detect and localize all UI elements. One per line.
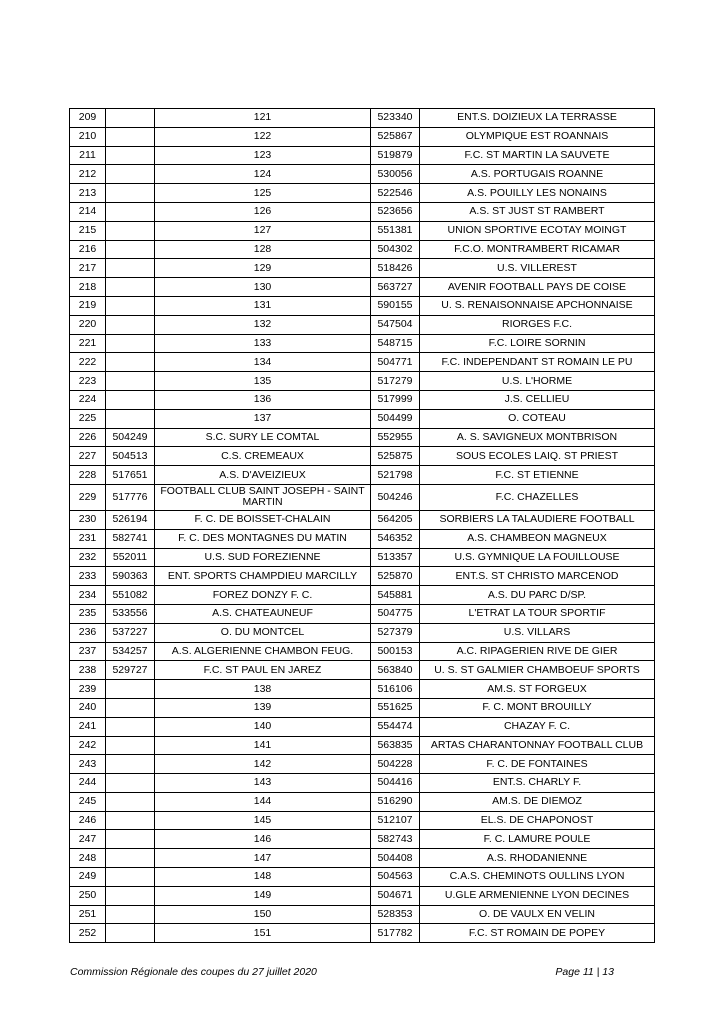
- away-club-cell: O. COTEAU: [420, 409, 655, 428]
- away-club-id-cell: 546352: [371, 529, 420, 548]
- match-number-cell: 243: [70, 755, 106, 774]
- table-row: [70, 905, 655, 924]
- home-club-cell: C.S. CREMEAUX: [155, 447, 371, 466]
- table-row: [70, 830, 655, 849]
- away-club-cell: ENT.S. CHARLY F.: [420, 774, 655, 793]
- home-club-id-cell: [106, 717, 155, 736]
- table-row: [70, 202, 655, 221]
- table-row: [70, 886, 655, 905]
- away-club-cell: ENT.S. ST CHRISTO MARCENOD: [420, 567, 655, 586]
- home-club-id-cell: 534257: [106, 642, 155, 661]
- away-club-id-cell: 516106: [371, 680, 420, 699]
- home-club-id-cell: [106, 334, 155, 353]
- match-number-cell: 248: [70, 849, 106, 868]
- home-club-id-cell: [106, 774, 155, 793]
- away-club-id-cell: 504499: [371, 409, 420, 428]
- match-number-cell: 211: [70, 146, 106, 165]
- away-club-id-cell: 582743: [371, 830, 420, 849]
- table-row: [70, 127, 655, 146]
- away-club-cell: A.C. RIPAGERIEN RIVE DE GIER: [420, 642, 655, 661]
- table-row: [70, 428, 655, 447]
- home-club-cell: 121: [155, 109, 371, 128]
- home-club-id-cell: [106, 409, 155, 428]
- home-club-cell: 126: [155, 202, 371, 221]
- away-club-id-cell: 518426: [371, 259, 420, 278]
- home-club-id-cell: [106, 127, 155, 146]
- away-club-id-cell: 517782: [371, 924, 420, 943]
- home-club-cell: 123: [155, 146, 371, 165]
- home-club-id-cell: [106, 792, 155, 811]
- home-club-cell: 151: [155, 924, 371, 943]
- match-number-cell: 221: [70, 334, 106, 353]
- away-club-cell: U.S. VILLARS: [420, 623, 655, 642]
- table-row: [70, 278, 655, 297]
- table-row: [70, 296, 655, 315]
- away-club-cell: RIORGES F.C.: [420, 315, 655, 334]
- match-number-cell: 252: [70, 924, 106, 943]
- away-club-id-cell: 525870: [371, 567, 420, 586]
- home-club-id-cell: 517776: [106, 484, 155, 510]
- home-club-cell: 124: [155, 165, 371, 184]
- away-club-cell: F.C. CHAZELLES: [420, 484, 655, 510]
- away-club-cell: OLYMPIQUE EST ROANNAIS: [420, 127, 655, 146]
- home-club-id-cell: 537227: [106, 623, 155, 642]
- home-club-cell: 138: [155, 680, 371, 699]
- home-club-id-cell: 552011: [106, 548, 155, 567]
- footer-page-number: Page 11 | 13: [555, 966, 614, 978]
- match-number-cell: 224: [70, 390, 106, 409]
- table-row: [70, 755, 655, 774]
- away-club-cell: CHAZAY F. C.: [420, 717, 655, 736]
- match-number-cell: 226: [70, 428, 106, 447]
- home-club-id-cell: [106, 353, 155, 372]
- table-row: [70, 736, 655, 755]
- away-club-cell: F.C. ST ROMAIN DE POPEY: [420, 924, 655, 943]
- away-club-cell: F.C.O. MONTRAMBERT RICAMAR: [420, 240, 655, 259]
- away-club-cell: F.C. ST MARTIN LA SAUVETE: [420, 146, 655, 165]
- match-number-cell: 249: [70, 868, 106, 887]
- away-club-id-cell: 504775: [371, 604, 420, 623]
- away-club-cell: AM.S. DE DIEMOZ: [420, 792, 655, 811]
- away-club-cell: F.C. INDEPENDANT ST ROMAIN LE PU: [420, 353, 655, 372]
- home-club-id-cell: [106, 390, 155, 409]
- match-number-cell: 212: [70, 165, 106, 184]
- table-row: [70, 165, 655, 184]
- home-club-cell: 150: [155, 905, 371, 924]
- home-club-id-cell: 582741: [106, 529, 155, 548]
- match-number-cell: 223: [70, 372, 106, 391]
- table-row: [70, 484, 655, 510]
- away-club-id-cell: 530056: [371, 165, 420, 184]
- away-club-cell: A. S. SAVIGNEUX MONTBRISON: [420, 428, 655, 447]
- away-club-id-cell: 523340: [371, 109, 420, 128]
- match-number-cell: 225: [70, 409, 106, 428]
- away-club-id-cell: 516290: [371, 792, 420, 811]
- table-row: [70, 792, 655, 811]
- home-club-cell: U.S. SUD FOREZIENNE: [155, 548, 371, 567]
- away-club-id-cell: 504771: [371, 353, 420, 372]
- table-row: [70, 868, 655, 887]
- away-club-id-cell: 552955: [371, 428, 420, 447]
- away-club-id-cell: 563835: [371, 736, 420, 755]
- away-club-id-cell: 525867: [371, 127, 420, 146]
- home-club-id-cell: [106, 811, 155, 830]
- table-row: [70, 510, 655, 529]
- away-club-id-cell: 519879: [371, 146, 420, 165]
- home-club-cell: 149: [155, 886, 371, 905]
- table-row: [70, 334, 655, 353]
- match-number-cell: 246: [70, 811, 106, 830]
- away-club-cell: F. C. MONT BROUILLY: [420, 698, 655, 717]
- match-number-cell: 244: [70, 774, 106, 793]
- away-club-cell: U.S. L'HORME: [420, 372, 655, 391]
- match-number-cell: 239: [70, 680, 106, 699]
- home-club-id-cell: [106, 315, 155, 334]
- away-club-id-cell: 551625: [371, 698, 420, 717]
- away-club-id-cell: 521798: [371, 466, 420, 485]
- away-club-cell: A.S. RHODANIENNE: [420, 849, 655, 868]
- away-club-cell: U. S. ST GALMIER CHAMBOEUF SPORTS: [420, 661, 655, 680]
- home-club-cell: A.S. CHATEAUNEUF: [155, 604, 371, 623]
- table-row: [70, 184, 655, 203]
- away-club-cell: A.S. PORTUGAIS ROANNE: [420, 165, 655, 184]
- home-club-cell: F. C. DES MONTAGNES DU MATIN: [155, 529, 371, 548]
- match-number-cell: 219: [70, 296, 106, 315]
- home-club-id-cell: [106, 905, 155, 924]
- match-number-cell: 238: [70, 661, 106, 680]
- table-row: [70, 409, 655, 428]
- away-club-id-cell: 517999: [371, 390, 420, 409]
- table-row: [70, 567, 655, 586]
- home-club-cell: 148: [155, 868, 371, 887]
- match-number-cell: 241: [70, 717, 106, 736]
- table-row: [70, 221, 655, 240]
- away-club-id-cell: 548715: [371, 334, 420, 353]
- home-club-id-cell: [106, 240, 155, 259]
- home-club-cell: 127: [155, 221, 371, 240]
- table-row: [70, 698, 655, 717]
- home-club-cell: 131: [155, 296, 371, 315]
- home-club-id-cell: [106, 109, 155, 128]
- table-row: [70, 586, 655, 605]
- table-row: [70, 774, 655, 793]
- home-club-id-cell: [106, 924, 155, 943]
- away-club-cell: ENT.S. DOIZIEUX LA TERRASSE: [420, 109, 655, 128]
- table-row: [70, 240, 655, 259]
- home-club-cell: FOREZ DONZY F. C.: [155, 586, 371, 605]
- home-club-cell: 140: [155, 717, 371, 736]
- home-club-cell: S.C. SURY LE COMTAL: [155, 428, 371, 447]
- home-club-id-cell: [106, 184, 155, 203]
- home-club-id-cell: [106, 259, 155, 278]
- away-club-cell: F. C. LAMURE POULE: [420, 830, 655, 849]
- away-club-id-cell: 554474: [371, 717, 420, 736]
- away-club-id-cell: 504408: [371, 849, 420, 868]
- match-number-cell: 236: [70, 623, 106, 642]
- away-club-id-cell: 525875: [371, 447, 420, 466]
- home-club-id-cell: [106, 868, 155, 887]
- home-club-id-cell: [106, 372, 155, 391]
- away-club-id-cell: 504671: [371, 886, 420, 905]
- away-club-cell: A.S. POUILLY LES NONAINS: [420, 184, 655, 203]
- away-club-id-cell: 547504: [371, 315, 420, 334]
- away-club-id-cell: 504416: [371, 774, 420, 793]
- home-club-id-cell: 551082: [106, 586, 155, 605]
- match-number-cell: 228: [70, 466, 106, 485]
- home-club-cell: F.C. ST PAUL EN JAREZ: [155, 661, 371, 680]
- away-club-id-cell: 504246: [371, 484, 420, 510]
- table-row: [70, 353, 655, 372]
- home-club-cell: F. C. DE BOISSET-CHALAIN: [155, 510, 371, 529]
- away-club-cell: A.S. DU PARC D/SP.: [420, 586, 655, 605]
- away-club-id-cell: 528353: [371, 905, 420, 924]
- home-club-cell: 130: [155, 278, 371, 297]
- home-club-cell: 134: [155, 353, 371, 372]
- away-club-cell: F.C. LOIRE SORNIN: [420, 334, 655, 353]
- away-club-cell: A.S. ST JUST ST RAMBERT: [420, 202, 655, 221]
- match-number-cell: 213: [70, 184, 106, 203]
- table-row: [70, 447, 655, 466]
- table-row: [70, 466, 655, 485]
- table-row: [70, 623, 655, 642]
- table-row: [70, 661, 655, 680]
- home-club-cell: 147: [155, 849, 371, 868]
- home-club-id-cell: 590363: [106, 567, 155, 586]
- table-row: [70, 642, 655, 661]
- home-club-cell: 142: [155, 755, 371, 774]
- footer-commission-text: Commission Régionale des coupes du 27 juillet 2020: [70, 966, 317, 978]
- home-club-cell: 132: [155, 315, 371, 334]
- away-club-cell: EL.S. DE CHAPONOST: [420, 811, 655, 830]
- home-club-cell: 144: [155, 792, 371, 811]
- match-number-cell: 250: [70, 886, 106, 905]
- away-club-id-cell: 563727: [371, 278, 420, 297]
- match-number-cell: 216: [70, 240, 106, 259]
- table-row: [70, 717, 655, 736]
- match-number-cell: 242: [70, 736, 106, 755]
- match-number-cell: 233: [70, 567, 106, 586]
- away-club-id-cell: 590155: [371, 296, 420, 315]
- match-number-cell: 247: [70, 830, 106, 849]
- match-number-cell: 227: [70, 447, 106, 466]
- match-number-cell: 218: [70, 278, 106, 297]
- table-row: [70, 811, 655, 830]
- home-club-cell: 122: [155, 127, 371, 146]
- match-number-cell: 237: [70, 642, 106, 661]
- away-club-cell: J.S. CELLIEU: [420, 390, 655, 409]
- fixtures-table: [69, 108, 655, 943]
- home-club-id-cell: [106, 221, 155, 240]
- home-club-cell: 137: [155, 409, 371, 428]
- home-club-id-cell: 517651: [106, 466, 155, 485]
- table-row: [70, 109, 655, 128]
- home-club-id-cell: [106, 278, 155, 297]
- home-club-id-cell: [106, 736, 155, 755]
- away-club-id-cell: 527379: [371, 623, 420, 642]
- away-club-cell: L'ETRAT LA TOUR SPORTIF: [420, 604, 655, 623]
- match-number-cell: 210: [70, 127, 106, 146]
- home-club-cell: 136: [155, 390, 371, 409]
- match-number-cell: 215: [70, 221, 106, 240]
- away-club-cell: ARTAS CHARANTONNAY FOOTBALL CLUB: [420, 736, 655, 755]
- away-club-cell: A.S. CHAMBEON MAGNEUX: [420, 529, 655, 548]
- home-club-cell: A.S. D'AVEIZIEUX: [155, 466, 371, 485]
- away-club-cell: SOUS ECOLES LAIQ. ST PRIEST: [420, 447, 655, 466]
- away-club-id-cell: 564205: [371, 510, 420, 529]
- match-number-cell: 234: [70, 586, 106, 605]
- away-club-id-cell: 523656: [371, 202, 420, 221]
- away-club-cell: U.GLE ARMENIENNE LYON DECINES: [420, 886, 655, 905]
- away-club-cell: SORBIERS LA TALAUDIERE FOOTBALL: [420, 510, 655, 529]
- home-club-id-cell: [106, 146, 155, 165]
- away-club-id-cell: 551381: [371, 221, 420, 240]
- away-club-cell: C.A.S. CHEMINOTS OULLINS LYON: [420, 868, 655, 887]
- away-club-id-cell: 522546: [371, 184, 420, 203]
- home-club-id-cell: [106, 886, 155, 905]
- home-club-cell: 129: [155, 259, 371, 278]
- match-number-cell: 232: [70, 548, 106, 567]
- table-row: [70, 259, 655, 278]
- home-club-cell: 146: [155, 830, 371, 849]
- home-club-id-cell: 504249: [106, 428, 155, 447]
- table-row: [70, 548, 655, 567]
- home-club-cell: O. DU MONTCEL: [155, 623, 371, 642]
- away-club-cell: U. S. RENAISONNAISE APCHONNAISE: [420, 296, 655, 315]
- away-club-id-cell: 504302: [371, 240, 420, 259]
- table-row: [70, 849, 655, 868]
- away-club-cell: UNION SPORTIVE ECOTAY MOINGT: [420, 221, 655, 240]
- home-club-id-cell: 526194: [106, 510, 155, 529]
- away-club-cell: U.S. GYMNIQUE LA FOUILLOUSE: [420, 548, 655, 567]
- away-club-id-cell: 512107: [371, 811, 420, 830]
- away-club-cell: AM.S. ST FORGEUX: [420, 680, 655, 699]
- match-number-cell: 217: [70, 259, 106, 278]
- home-club-id-cell: [106, 296, 155, 315]
- home-club-cell: 135: [155, 372, 371, 391]
- home-club-cell: ENT. SPORTS CHAMPDIEU MARCILLY: [155, 567, 371, 586]
- table-row: [70, 315, 655, 334]
- away-club-cell: F. C. DE FONTAINES: [420, 755, 655, 774]
- away-club-id-cell: 517279: [371, 372, 420, 391]
- table-row: [70, 146, 655, 165]
- away-club-id-cell: 563840: [371, 661, 420, 680]
- match-number-cell: 209: [70, 109, 106, 128]
- match-number-cell: 240: [70, 698, 106, 717]
- match-number-cell: 235: [70, 604, 106, 623]
- home-club-id-cell: [106, 680, 155, 699]
- away-club-cell: O. DE VAULX EN VELIN: [420, 905, 655, 924]
- match-number-cell: 229: [70, 484, 106, 510]
- away-club-id-cell: 513357: [371, 548, 420, 567]
- home-club-id-cell: [106, 165, 155, 184]
- away-club-cell: U.S. VILLEREST: [420, 259, 655, 278]
- home-club-id-cell: [106, 830, 155, 849]
- home-club-id-cell: [106, 755, 155, 774]
- home-club-cell: 139: [155, 698, 371, 717]
- match-number-cell: 251: [70, 905, 106, 924]
- match-number-cell: 220: [70, 315, 106, 334]
- home-club-cell: 133: [155, 334, 371, 353]
- home-club-id-cell: 529727: [106, 661, 155, 680]
- home-club-id-cell: [106, 849, 155, 868]
- fixtures-table-body: [70, 109, 655, 943]
- table-row: [70, 372, 655, 391]
- home-club-cell: 145: [155, 811, 371, 830]
- home-club-cell: 125: [155, 184, 371, 203]
- table-row: [70, 680, 655, 699]
- home-club-cell: 143: [155, 774, 371, 793]
- home-club-id-cell: 504513: [106, 447, 155, 466]
- home-club-id-cell: 533556: [106, 604, 155, 623]
- away-club-cell: F.C. ST ETIENNE: [420, 466, 655, 485]
- home-club-cell: 128: [155, 240, 371, 259]
- away-club-id-cell: 504563: [371, 868, 420, 887]
- home-club-id-cell: [106, 202, 155, 221]
- away-club-id-cell: 545881: [371, 586, 420, 605]
- match-number-cell: 214: [70, 202, 106, 221]
- away-club-id-cell: 500153: [371, 642, 420, 661]
- table-row: [70, 529, 655, 548]
- table-row: [70, 604, 655, 623]
- table-row: [70, 390, 655, 409]
- match-number-cell: 222: [70, 353, 106, 372]
- home-club-cell: A.S. ALGERIENNE CHAMBON FEUG.: [155, 642, 371, 661]
- match-number-cell: 230: [70, 510, 106, 529]
- away-club-id-cell: 504228: [371, 755, 420, 774]
- home-club-id-cell: [106, 698, 155, 717]
- home-club-cell: FOOTBALL CLUB SAINT JOSEPH - SAINT MARTIN: [155, 484, 371, 510]
- match-number-cell: 245: [70, 792, 106, 811]
- away-club-cell: AVENIR FOOTBALL PAYS DE COISE: [420, 278, 655, 297]
- match-number-cell: 231: [70, 529, 106, 548]
- home-club-cell: 141: [155, 736, 371, 755]
- table-row: [70, 924, 655, 943]
